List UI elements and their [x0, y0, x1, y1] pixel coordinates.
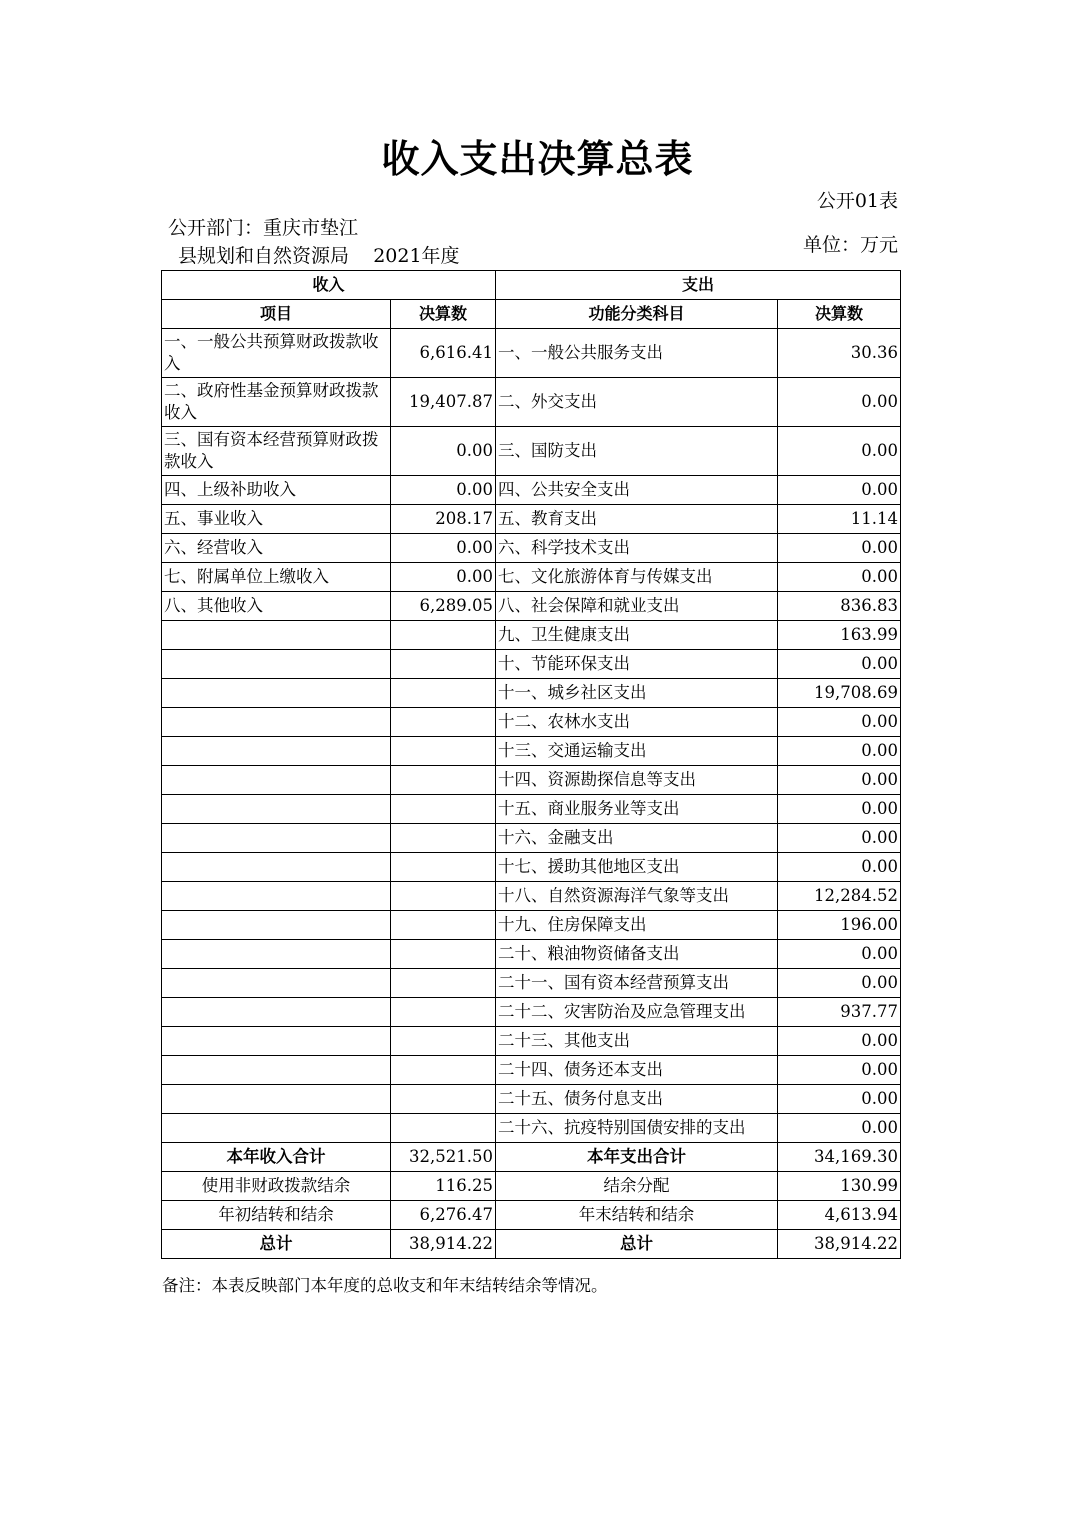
income-amount: 208.17 — [391, 505, 496, 534]
table-row — [162, 621, 901, 650]
summary-income-item: 使用非财政拨款结余 — [162, 1172, 391, 1201]
expense-item: 二十、粮油物资储备支出 — [496, 940, 778, 969]
income-amount: 6,616.41 — [391, 329, 496, 378]
income-amount — [391, 1085, 496, 1114]
summary-income-amount: 32,521.50 — [391, 1143, 496, 1172]
income-item — [162, 940, 391, 969]
form-number: 公开01表 — [816, 190, 898, 212]
income-item — [162, 795, 391, 824]
income-item: 七、附属单位上缴收入 — [162, 563, 391, 592]
income-item: 五、事业收入 — [162, 505, 391, 534]
expense-amount: 0.00 — [778, 1027, 901, 1056]
summary-income-item: 本年收入合计 — [162, 1143, 391, 1172]
income-item — [162, 708, 391, 737]
expense-item: 二十二、灾害防治及应急管理支出 — [496, 998, 778, 1027]
header-item: 项目 — [162, 300, 391, 329]
expense-amount: 0.00 — [778, 1085, 901, 1114]
table-row — [162, 427, 901, 476]
table-row — [162, 329, 901, 378]
expense-amount: 0.00 — [778, 940, 901, 969]
expense-amount: 0.00 — [778, 1056, 901, 1085]
expense-item: 三、国防支出 — [496, 427, 778, 476]
expense-item: 九、卫生健康支出 — [496, 621, 778, 650]
expense-item: 十三、交通运输支出 — [496, 737, 778, 766]
table-row — [162, 766, 901, 795]
table-row — [162, 1114, 901, 1143]
income-amount — [391, 737, 496, 766]
expense-item: 五、教育支出 — [496, 505, 778, 534]
table-row — [162, 563, 901, 592]
expense-amount: 836.83 — [778, 592, 901, 621]
expense-amount: 19,708.69 — [778, 679, 901, 708]
income-amount — [391, 1027, 496, 1056]
expense-item: 二十三、其他支出 — [496, 1027, 778, 1056]
table-row — [162, 708, 901, 737]
summary-row — [162, 1172, 901, 1201]
expense-amount: 0.00 — [778, 969, 901, 998]
expense-item: 十五、商业服务业等支出 — [496, 795, 778, 824]
expense-item: 十四、资源勘探信息等支出 — [496, 766, 778, 795]
table-row — [162, 679, 901, 708]
expense-item: 二、外交支出 — [496, 378, 778, 427]
expense-item: 二十四、债务还本支出 — [496, 1056, 778, 1085]
fiscal-year: 2021年度 — [373, 245, 460, 267]
income-item — [162, 1114, 391, 1143]
summary-expense-amount: 34,169.30 — [778, 1143, 901, 1172]
summary-expense-amount: 130.99 — [778, 1172, 901, 1201]
header-amount: 决算数 — [391, 300, 496, 329]
income-amount — [391, 824, 496, 853]
table-row — [162, 1085, 901, 1114]
expense-item: 十八、自然资源海洋气象等支出 — [496, 882, 778, 911]
table-row — [162, 505, 901, 534]
income-amount: 6,289.05 — [391, 592, 496, 621]
page-title: 收入支出决算总表 — [381, 137, 694, 181]
expense-amount: 0.00 — [778, 650, 901, 679]
table-row — [162, 1027, 901, 1056]
summary-row — [162, 1201, 901, 1230]
expense-amount: 937.77 — [778, 998, 901, 1027]
table-row — [162, 969, 901, 998]
expense-item: 六、科学技术支出 — [496, 534, 778, 563]
table-row — [162, 378, 901, 427]
income-item: 二、政府性基金预算财政拨款收入 — [162, 378, 391, 427]
table-row — [162, 882, 901, 911]
header-category: 功能分类科目 — [496, 300, 778, 329]
summary-income-amount: 6,276.47 — [391, 1201, 496, 1230]
department-name: 县规划和自然资源局 — [178, 245, 350, 267]
summary-income-amount: 116.25 — [391, 1172, 496, 1201]
expense-item: 十九、住房保障支出 — [496, 911, 778, 940]
department-line-1: 公开部门：重庆市垫江 — [168, 217, 359, 239]
expense-item: 一、一般公共服务支出 — [496, 329, 778, 378]
expense-amount: 12,284.52 — [778, 882, 901, 911]
expense-item: 八、社会保障和就业支出 — [496, 592, 778, 621]
income-amount — [391, 708, 496, 737]
expense-amount: 0.00 — [778, 766, 901, 795]
table-row — [162, 998, 901, 1027]
table-row — [162, 824, 901, 853]
income-item — [162, 969, 391, 998]
income-amount — [391, 1114, 496, 1143]
expense-item: 四、公共安全支出 — [496, 476, 778, 505]
expense-amount: 0.00 — [778, 824, 901, 853]
income-amount: 0.00 — [391, 476, 496, 505]
header-income: 收入 — [162, 271, 496, 300]
header-expense: 支出 — [496, 271, 901, 300]
summary-expense-amount: 4,613.94 — [778, 1201, 901, 1230]
income-item — [162, 679, 391, 708]
income-item — [162, 824, 391, 853]
unit-label: 单位：万元 — [802, 234, 898, 256]
income-item — [162, 766, 391, 795]
department-line-2 — [168, 242, 508, 270]
summary-expense-item: 总计 — [496, 1230, 778, 1259]
income-amount — [391, 940, 496, 969]
table-row — [162, 940, 901, 969]
income-amount — [391, 1056, 496, 1085]
expense-amount: 0.00 — [778, 853, 901, 882]
expense-amount: 0.00 — [778, 427, 901, 476]
income-amount — [391, 969, 496, 998]
summary-income-item: 总计 — [162, 1230, 391, 1259]
income-amount — [391, 998, 496, 1027]
table-row — [162, 737, 901, 766]
expense-item: 十六、金融支出 — [496, 824, 778, 853]
income-item: 四、上级补助收入 — [162, 476, 391, 505]
expense-amount: 11.14 — [778, 505, 901, 534]
income-item: 八、其他收入 — [162, 592, 391, 621]
income-amount — [391, 650, 496, 679]
income-amount — [391, 621, 496, 650]
summary-expense-item: 结余分配 — [496, 1172, 778, 1201]
income-item: 一、一般公共预算财政拨款收入 — [162, 329, 391, 378]
income-item — [162, 853, 391, 882]
income-item — [162, 1056, 391, 1085]
income-item — [162, 737, 391, 766]
expense-amount: 0.00 — [778, 708, 901, 737]
income-amount: 19,407.87 — [391, 378, 496, 427]
expense-item: 十、节能环保支出 — [496, 650, 778, 679]
expense-amount: 0.00 — [778, 476, 901, 505]
income-item — [162, 1085, 391, 1114]
footnote: 备注：本表反映部门本年度的总收支和年末结转结余等情况。 — [162, 1276, 608, 1295]
expense-amount: 0.00 — [778, 563, 901, 592]
income-item — [162, 882, 391, 911]
expense-item: 七、文化旅游体育与传媒支出 — [496, 563, 778, 592]
expense-item: 十七、援助其他地区支出 — [496, 853, 778, 882]
budget-table — [161, 270, 901, 1259]
income-amount: 0.00 — [391, 534, 496, 563]
header-amount-2: 决算数 — [778, 300, 901, 329]
summary-row — [162, 1143, 901, 1172]
table-row — [162, 1056, 901, 1085]
summary-expense-item: 本年支出合计 — [496, 1143, 778, 1172]
expense-amount: 0.00 — [778, 378, 901, 427]
income-amount — [391, 795, 496, 824]
income-item — [162, 621, 391, 650]
summary-expense-item: 年末结转和结余 — [496, 1201, 778, 1230]
income-item: 三、国有资本经营预算财政拨款收入 — [162, 427, 391, 476]
income-amount: 0.00 — [391, 427, 496, 476]
income-item — [162, 1027, 391, 1056]
income-amount — [391, 911, 496, 940]
expense-amount: 0.00 — [778, 737, 901, 766]
expense-amount: 163.99 — [778, 621, 901, 650]
table-row — [162, 650, 901, 679]
summary-income-amount: 38,914.22 — [391, 1230, 496, 1259]
table-row — [162, 911, 901, 940]
expense-amount: 0.00 — [778, 795, 901, 824]
expense-amount: 0.00 — [778, 1114, 901, 1143]
department-info — [168, 214, 508, 270]
table-row — [162, 853, 901, 882]
expense-item: 十二、农林水支出 — [496, 708, 778, 737]
summary-income-item: 年初结转和结余 — [162, 1201, 391, 1230]
expense-item: 二十五、债务付息支出 — [496, 1085, 778, 1114]
income-amount — [391, 882, 496, 911]
summary-expense-amount: 38,914.22 — [778, 1230, 901, 1259]
expense-item: 十一、城乡社区支出 — [496, 679, 778, 708]
expense-amount: 30.36 — [778, 329, 901, 378]
income-amount — [391, 853, 496, 882]
income-amount — [391, 679, 496, 708]
expense-item: 二十一、国有资本经营预算支出 — [496, 969, 778, 998]
table-row — [162, 534, 901, 563]
table-row — [162, 795, 901, 824]
income-amount: 0.00 — [391, 563, 496, 592]
income-item: 六、经营收入 — [162, 534, 391, 563]
table-row — [162, 476, 901, 505]
income-item — [162, 911, 391, 940]
income-item — [162, 998, 391, 1027]
income-item — [162, 650, 391, 679]
table-row — [162, 592, 901, 621]
expense-amount: 196.00 — [778, 911, 901, 940]
income-amount — [391, 766, 496, 795]
expense-amount: 0.00 — [778, 534, 901, 563]
summary-row — [162, 1230, 901, 1259]
expense-item: 二十六、抗疫特别国债安排的支出 — [496, 1114, 778, 1143]
